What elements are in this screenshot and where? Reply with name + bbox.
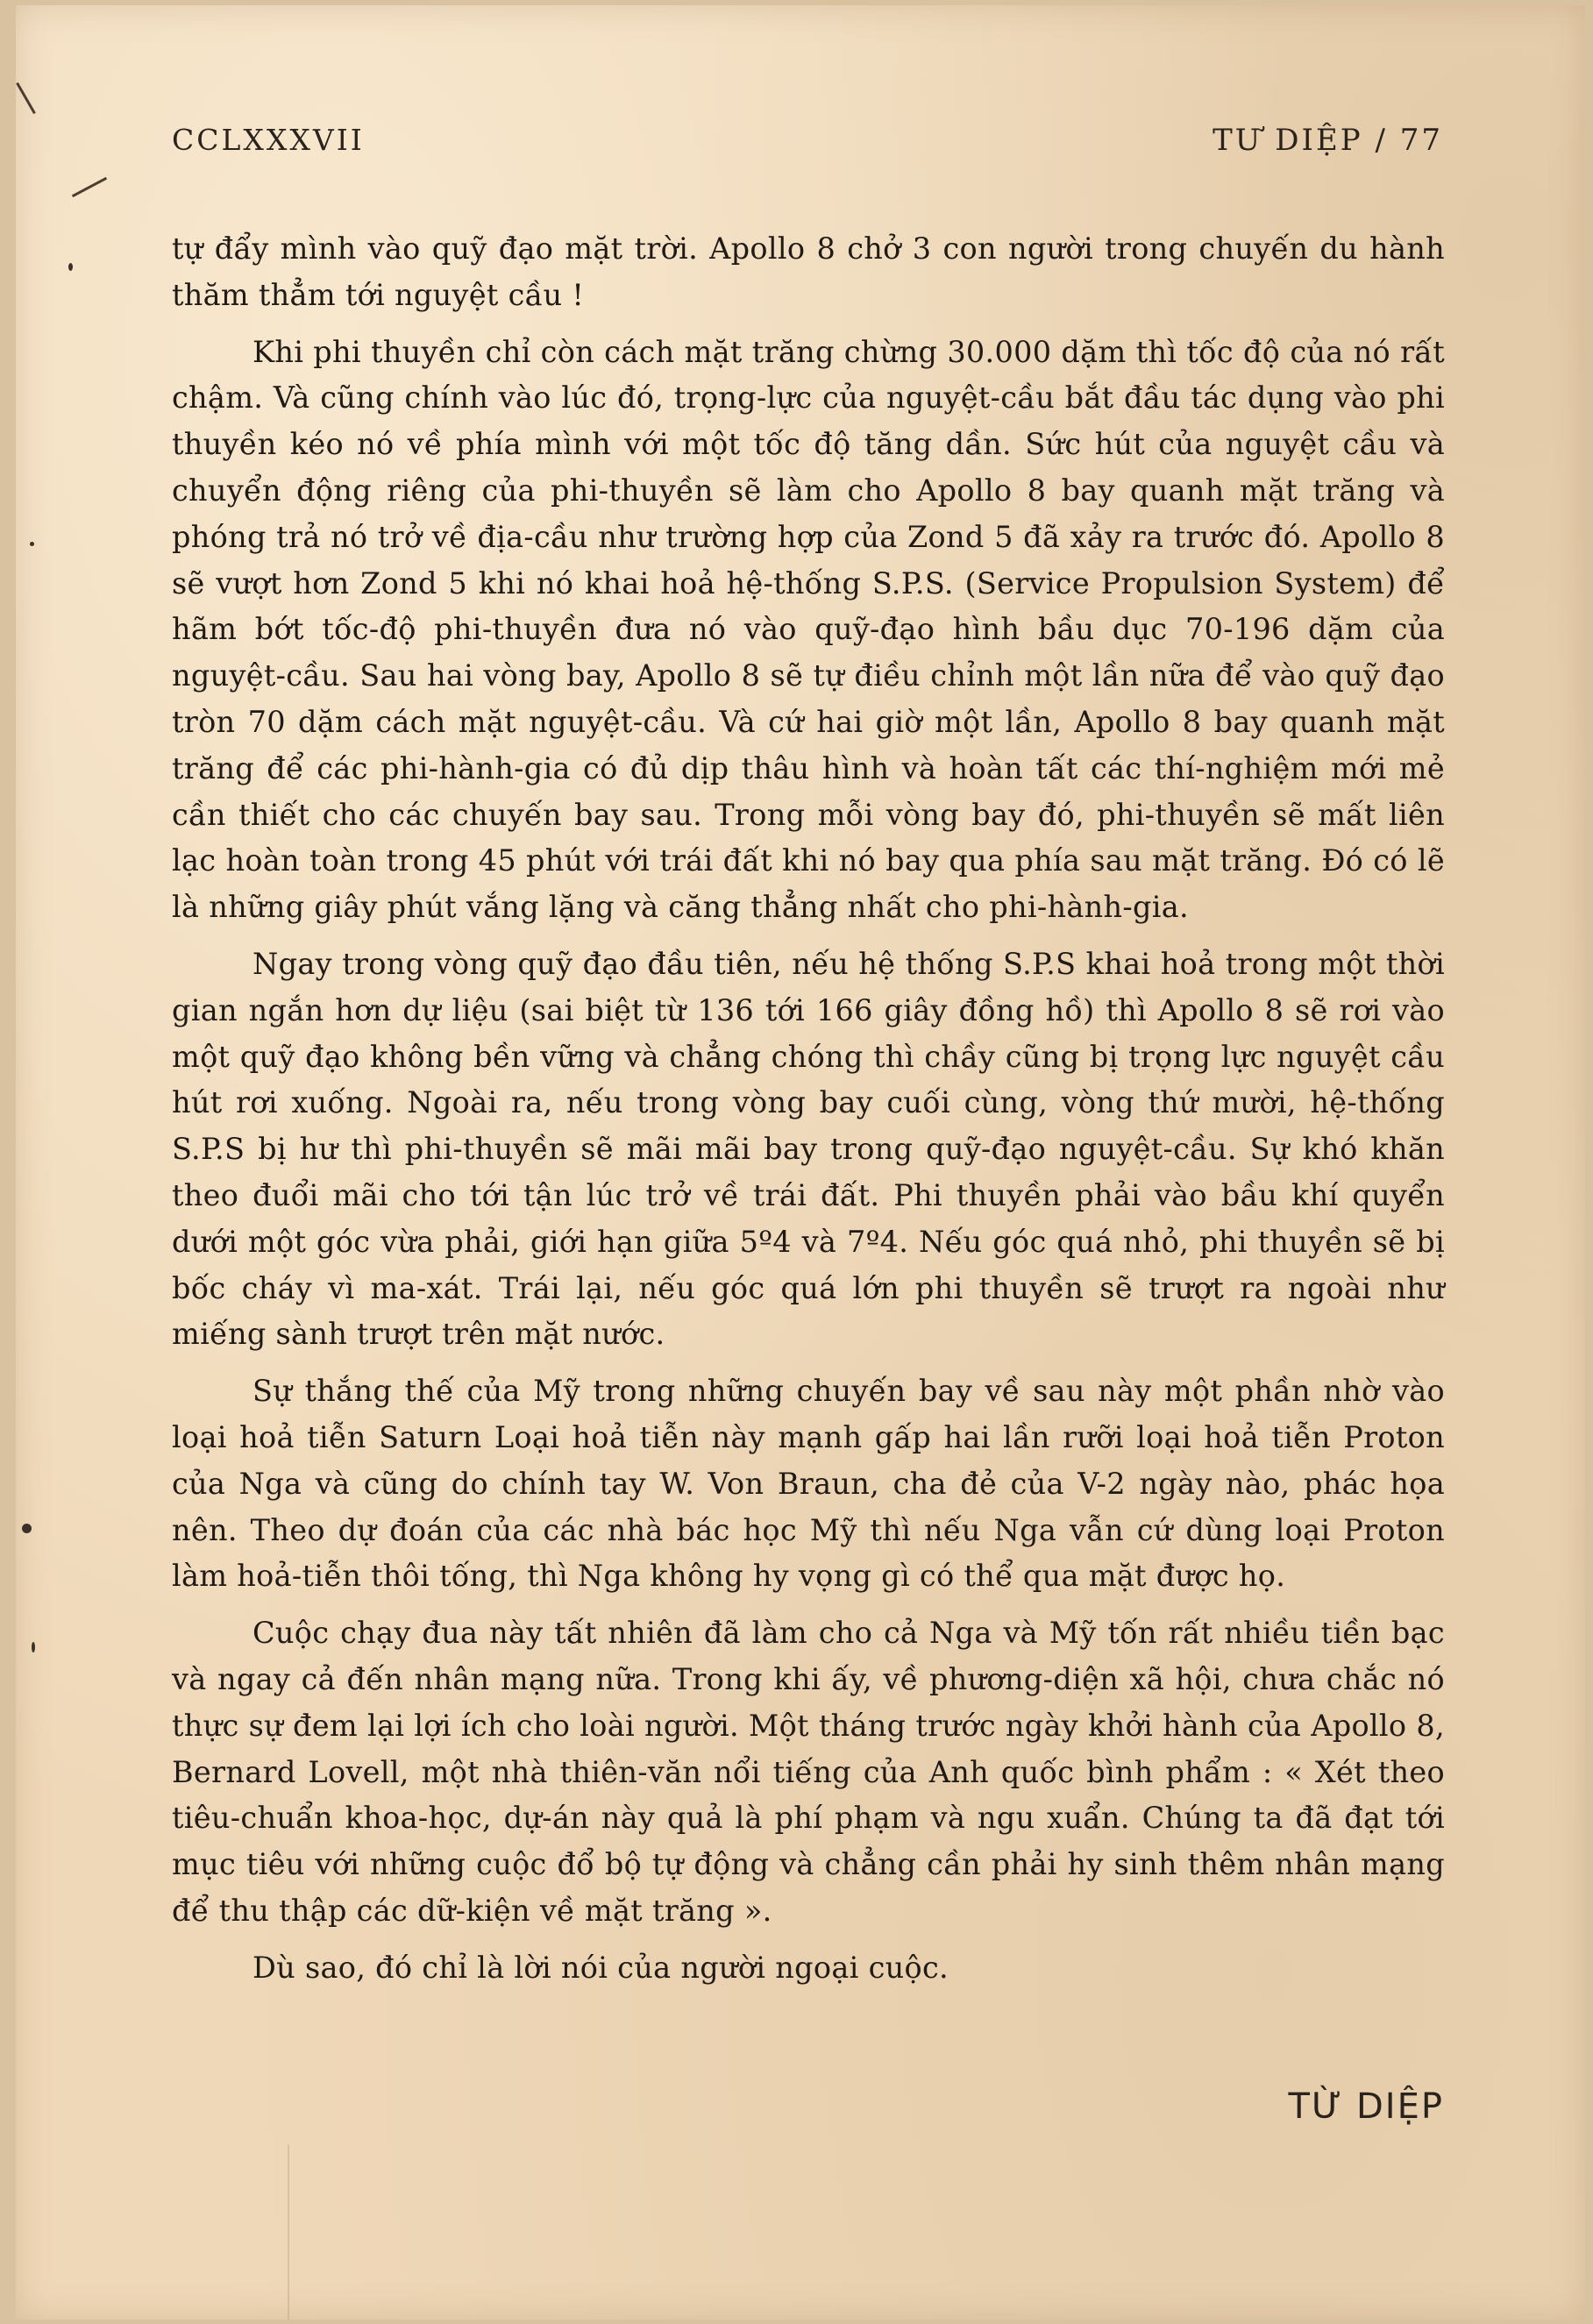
paragraph: Dù sao, đó chỉ là lời nói của người ngoại cuộc. [252,1950,949,1985]
body-text [172,226,1445,1991]
chapter-number: CCLXXXVII [172,123,365,157]
author-page-number: TƯ DIỆP / 77 [1213,123,1443,158]
margin-dot [32,1642,35,1652]
paragraph: Sự thắng thế của Mỹ trong những chuyến bay về sau này một phần nhờ vào loại hoả tiễn Saturn Loại hoả tiễn này mạnh gấp hai lần rưỡi loại hoả tiễn Proton của Nga và cũng do chính tay W. Von Braun, cha đẻ của V-2 ngày nào, phác họa nên. Theo dự đoán của các nhà bác học Mỹ thì nếu Nga vẫn cứ dùng loại Proton làm hoả-tiễn thôi tống, thì Nga không hy vọng gì có thể qua mặt được họ. [172,1374,1445,1594]
page-shadow-line [288,2144,289,2320]
paragraph: tự đẩy mình vào quỹ đạo mặt trời. Apollo 8 chở 3 con người trong chuyến du hành thăm thẳm tới nguyệt cầu ! [172,231,1445,312]
margin-dot [30,542,34,546]
paragraph: Cuộc chạy đua này tất nhiên đã làm cho cả Nga và Mỹ tốn rất nhiều tiền bạc và ngay cả đến nhân mạng nữa. Trong khi ấy, về phương-diện xã hội, chưa chắc nó thực sự đem lại lợi ích cho loài người. Một tháng trước ngày khởi hành của Apollo 8, Bernard Lovell, một nhà thiên-văn nổi tiếng của Anh quốc bình phẩm : « Xét theo tiêu-chuẩn khoa-học, dự-án này quả là phí phạm và ngu xuẩn. Chúng ta đã đạt tới mục tiêu với những cuộc đổ bộ tự động và chẳng cần phải hy sinh thêm nhân mạng để thu thập các dữ-kiện về mặt trăng ». [172,1616,1445,1928]
author-signature: TỪ DIỆP [1288,2086,1444,2127]
margin-dot [68,263,73,271]
paragraph: Khi phi thuyền chỉ còn cách mặt trăng chừng 30.000 dặm thì tốc độ của nó rất chậm. Và cũng chính vào lúc đó, trọng-lực của nguyệt-cầu bắt đầu tác dụng vào phi thuyền kéo nó về phía mình với một tốc độ tăng dần. Sức hút của nguyệt cầu và chuyển động riêng của phi-thuyền sẽ làm cho Apollo 8 bay quanh mặt trăng và phóng trả nó trở về địa-cầu như trường hợp của Zond 5 đã xảy ra trước đó. Apollo 8 sẽ vượt hơn Zond 5 khi nó khai hoả hệ-thống S.P.S. (Service Propulsion System) để hãm bớt tốc-độ phi-thuyền đưa nó vào quỹ-đạo hình bầu dục 70-196 dặm của nguyệt-cầu. Sau hai vòng bay, Apollo 8 sẽ tự điều chỉnh một lần nữa để vào quỹ đạo tròn 70 dặm cách mặt nguyệt-cầu. Và cứ hai giờ một lần, Apollo 8 bay quanh mặt trăng để các phi-hành-gia có đủ dịp thâu hình và hoàn tất các thí-nghiệm mới mẻ cần thiết cho các chuyến bay sau. Trong mỗi vòng bay đó, phi-thuyền sẽ mất liên lạc hoàn toàn trong 45 phút với trái đất khi nó bay qua phía sau mặt trăng. Đó có lẽ là những giây phút vắng lặng và căng thẳng nhất cho phi-hành-gia. [172,334,1445,925]
paragraph: Ngay trong vòng quỹ đạo đầu tiên, nếu hệ thống S.P.S khai hoả trong một thời gian ngắn hơn dự liệu (sai biệt từ 136 tới 166 giây đồng hồ) thì Apollo 8 sẽ rơi vào một quỹ đạo không bền vững và chẳng chóng thì chầy cũng bị trọng lực nguyệt cầu hút rơi xuống. Ngoài ra, nếu trong vòng bay cuối cùng, vòng thứ mười, hệ-thống S.P.S bị hư thì phi-thuyền sẽ mãi mãi bay trong quỹ-đạo nguyệt-cầu. Sự khó khăn theo đuổi mãi cho tới tận lúc trở về trái đất. Phi thuyền phải vào bầu khí quyển dưới một góc vừa phải, giới hạn giữa 5º4 và 7º4. Nếu góc quá nhỏ, phi thuyền sẽ bị bốc cháy vì ma-xát. Trái lại, nếu góc quá lớn phi thuyền sẽ trượt ra ngoài như miếng sành trượt trên mặt nước. [172,946,1445,1352]
margin-dot [22,1524,32,1533]
running-head [172,123,1443,175]
